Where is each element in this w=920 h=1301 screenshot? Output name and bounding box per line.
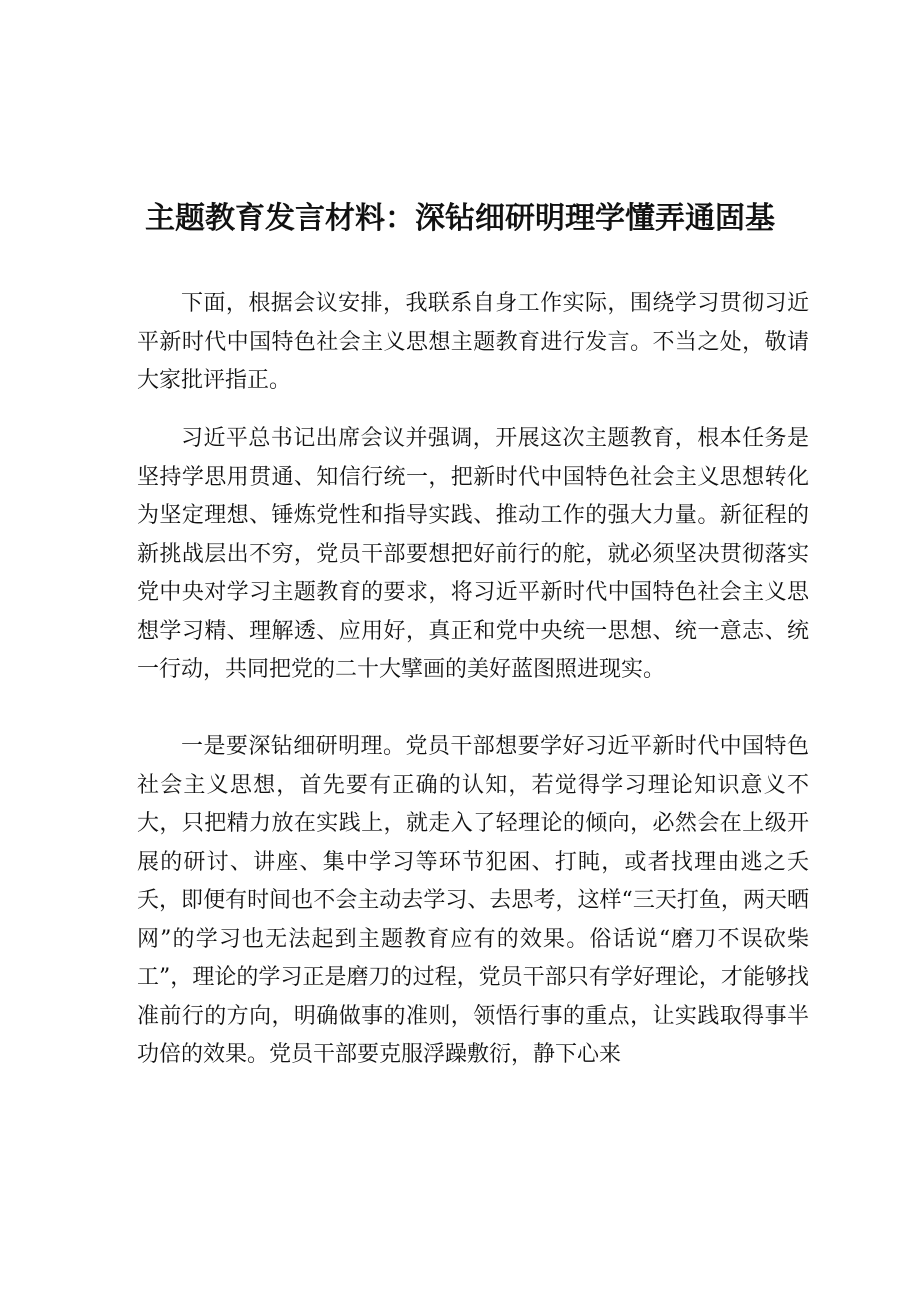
paragraph-text: 一是要深钻细研明理。党员干部想要学好习近平新时代中国特色社会主义思想，首先要有正确的认知，若觉得学习理论知识意义不大，只把精力放在实践上，就走入了轻理论的倾向，必然会在上级开展的研讨、讲座、集中学习等环节犯困、打盹，或者找理由逃之夭夭，即便有时间也不会主动去学习、去思考，这样“三天打鱼，两天晒网”的学习也无法起到主题教育应有的效果。俗话说“磨刀不误砍柴工”，理论的学习正是磨刀的过程，党员干部只有学好理论，才能够找准前行的方向，明确做事的准则，领悟行事的重点，让实践取得事半功倍的效果。党员干部要克服浮躁敷衍，静下心来 — [137, 734, 809, 1067]
paragraph-text: 下面，根据会议安排，我联系自身工作实际，围绕学习贯彻习近平新时代中国特色社会主义思想主题教育进行发言。不当之处，敬请大家批评指正。 — [137, 291, 809, 393]
paragraph-point-one — [137, 728, 809, 1075]
paragraph-intro — [137, 285, 809, 401]
paragraph-text: 习近平总书记出席会议并强调，开展这次主题教育，根本任务是坚持学思用贯通、知信行统一，把新时代中国特色社会主义思想转化为坚定理想、锤炼党性和指导实践、推动工作的强大力量。新征程的新挑战层出不穷，党员干部要想把好前行的舵，就必须坚决贯彻落实党中央对学习主题教育的要求，将习近平新时代中国特色社会主义思想学习精、理解透、应用好，真正和党中央统一思想、统一意志、统一行动，共同把党的二十大擘画的美好蓝图照进现实。 — [137, 426, 809, 682]
paragraph-background — [137, 420, 809, 690]
document-title: 主题教育发言材料：深钻细研明理学懂弄通固基 — [145, 201, 775, 236]
